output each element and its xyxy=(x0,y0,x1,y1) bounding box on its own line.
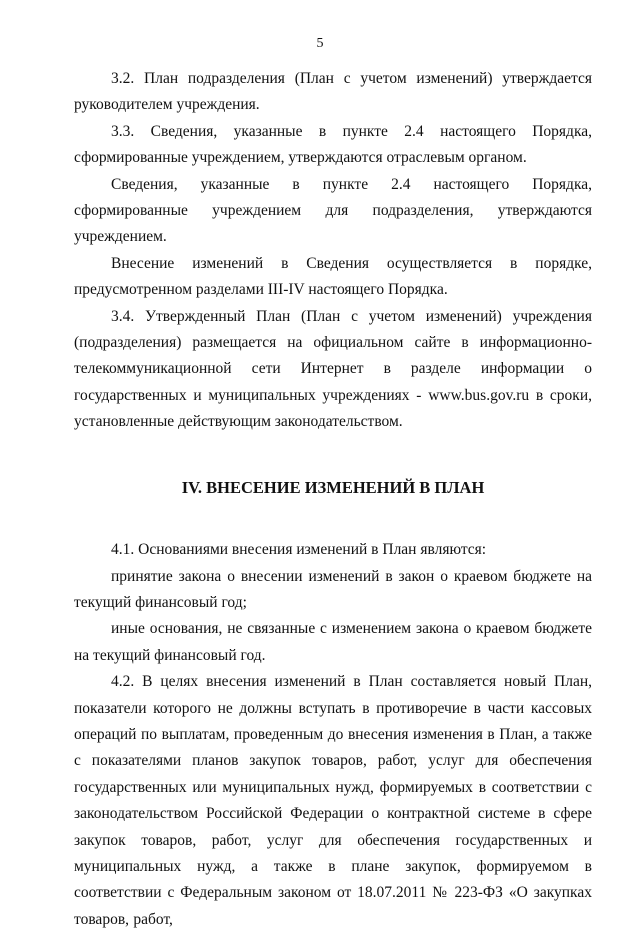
paragraph-3-3-subdivision: Сведения, указанные в пункте 2.4 настоящего Порядка, сформированные учреждением для подразделения, утверждаются учреждением. xyxy=(74,175,592,246)
paragraph-4-1-item-law: принятие закона о внесении изменений в закон о краевом бюджете на текущий финансовый год; xyxy=(74,567,592,611)
paragraph-3-4: 3.4. Утвержденный План (План с учетом изменений) учреждения (подразделения) размещается на официальном сайте в информационно-телекоммуникационной сети Интернет в разделе информации о государственных и муниципальных учреждениях - www.bus.gov.ru в сроки, установленные действующим законодательством. xyxy=(74,307,592,431)
section-heading: IV. ВНЕСЕНИЕ ИЗМЕНЕНИЙ В ПЛАН xyxy=(181,477,485,497)
page-number: 5 xyxy=(316,36,324,51)
paragraph-3-3-changes: Внесение изменений в Сведения осуществляется в порядке, предусмотренном разделами III-IV настоящего Порядка. xyxy=(74,254,592,299)
paragraph-3-3: 3.3. Сведения, указанные в пункте 2.4 настоящего Порядка, сформированные учреждением, утверждаются отраслевым органом. xyxy=(74,122,592,167)
paragraph-4-2: 4.2. В целях внесения изменений в План составляется новый План, показатели которого не должны вступать в противоречие в части кассовых операций по выплатам, проведенным до внесения изменения в План, а также с показателями планов закупок товаров, работ, услуг для обеспечения государственных или муниципальных нужд, формируемых в соответствии с законодательством Российской Федерации о контрактной системе в сфере закупок товаров, работ, услуг для обеспечения государственных и муниципальных нужд, а также в плане закупок, формируемом в соответствии с Федеральным законом от 18.07.2011 № 223-ФЗ «О закупках товаров, работ, xyxy=(74,673,592,928)
paragraph-4-1: 4.1. Основаниями внесения изменений в План являются: xyxy=(111,541,487,559)
paragraph-3-2: 3.2. План подразделения (План с учетом изменений) утверждается руководителем учреждения. xyxy=(74,70,592,114)
document-body xyxy=(74,66,592,933)
paragraph-4-1-item-other: иные основания, не связанные с изменением закона о краевом бюджете на текущий финансовый год. xyxy=(74,620,592,664)
